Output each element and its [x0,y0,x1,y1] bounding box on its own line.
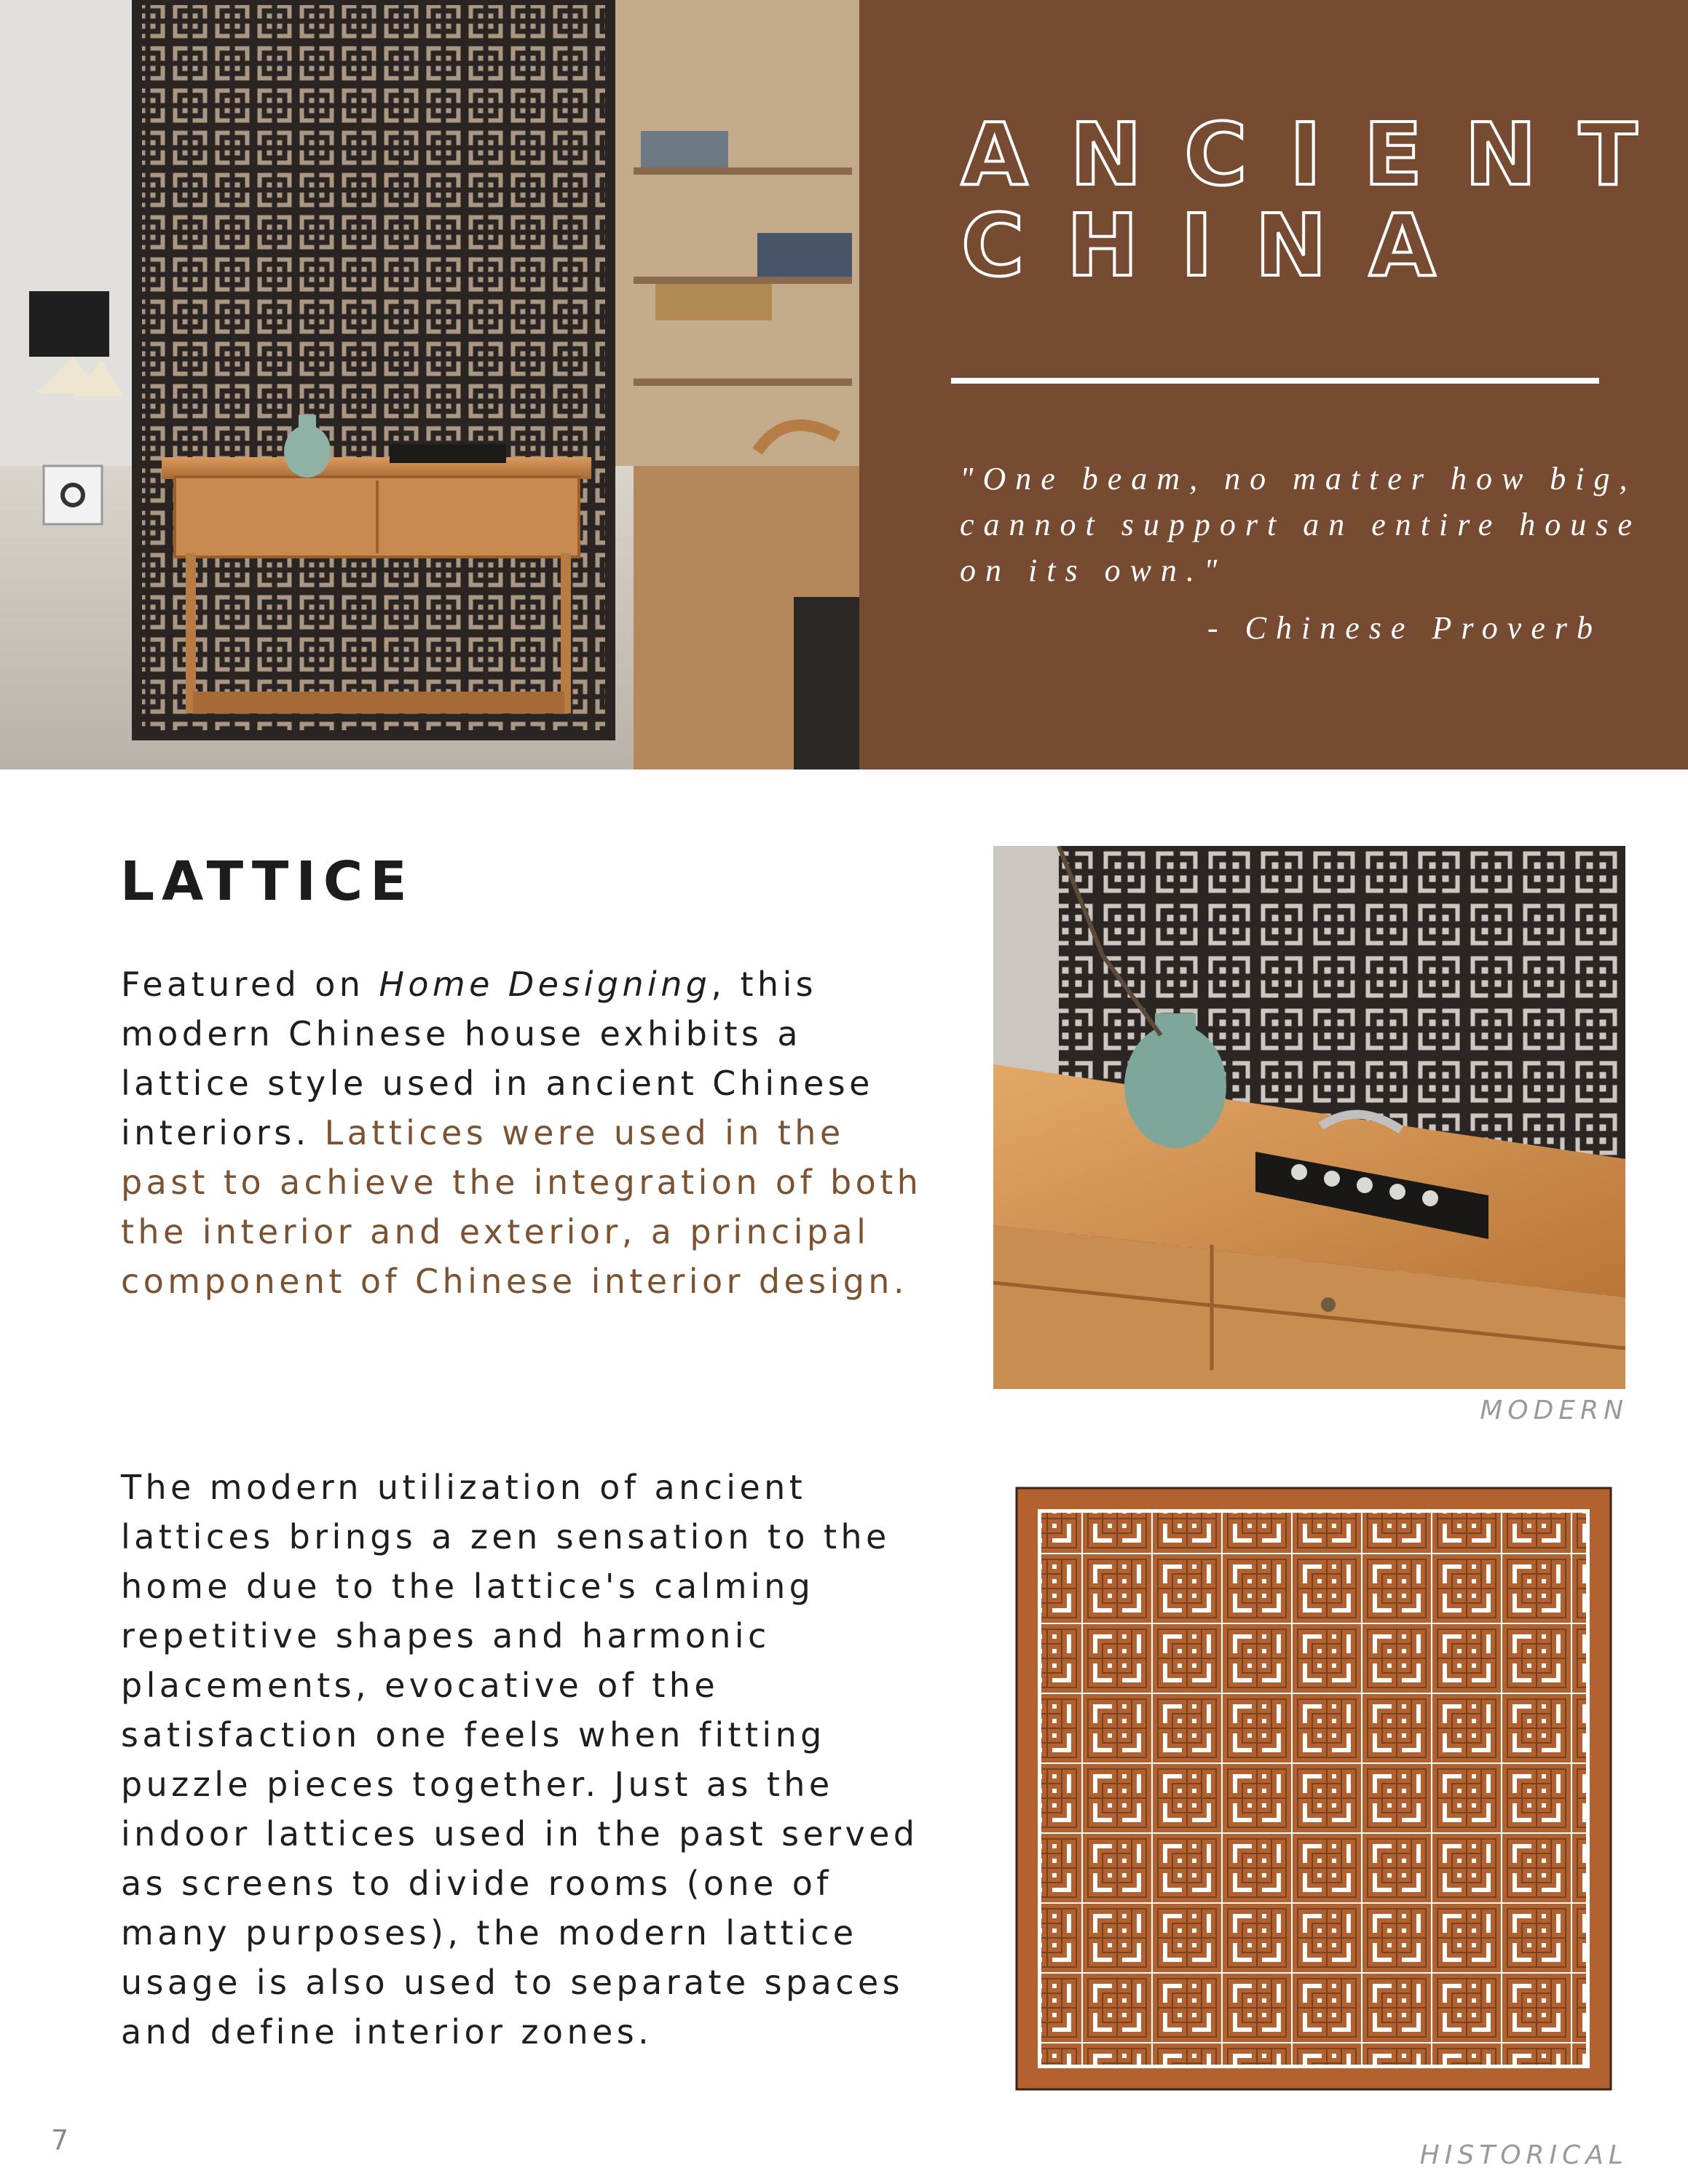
intro-paragraph [121,960,936,1306]
source-publication-name: Home Designing [379,965,711,1004]
page-title-line-2: CHINA [961,195,1478,296]
proverb-quote-line-2: cannot support an entire house [960,507,1641,542]
hero-photo-illustration [0,0,859,769]
proverb-quote-line-3: on its own." [960,553,1227,588]
highlighted-sentence: Lattices were used in the past to achieve the integration of both the interior and exterior, a principal component of Chinese interior design. [121,1113,923,1301]
title-divider [951,378,1599,384]
body-paragraph: The modern utilization of ancient lattices brings a zen sensation to the home due to the lattice's calming repetitive shapes and harmonic placements, evocative of the satisfaction one feels when fitting puzzle pieces together. Just as the indoor lattices used in the past served as screens to divide rooms (one of many purposes), the modern lattice usage is also used to separate spaces and define interior zones. [121,1468,919,2052]
hero-interior-photo [0,0,859,769]
modern-caption: MODERN [1480,1396,1628,1425]
page-title-line-1: ANCIENT [961,104,1680,205]
page-number: 7 [51,2124,69,2156]
proverb-attribution: - Chinese Proverb [1207,610,1602,646]
modern-photo-illustration [993,846,1625,1389]
intro-middle: , this modern Chinese house exhibits a lattice style used in ancient Chinese interiors. [121,965,874,1152]
historical-lattice-image [1012,1484,1615,2094]
intro-prefix: Featured on [121,965,379,1004]
section-heading: LATTICE [120,850,414,913]
modern-lattice-photo [993,846,1625,1389]
historical-caption: HISTORICAL [1419,2140,1628,2170]
proverb-quote-line-1: "One beam, no matter how big, [960,461,1637,496]
historical-lattice-illustration [1012,1484,1615,2094]
